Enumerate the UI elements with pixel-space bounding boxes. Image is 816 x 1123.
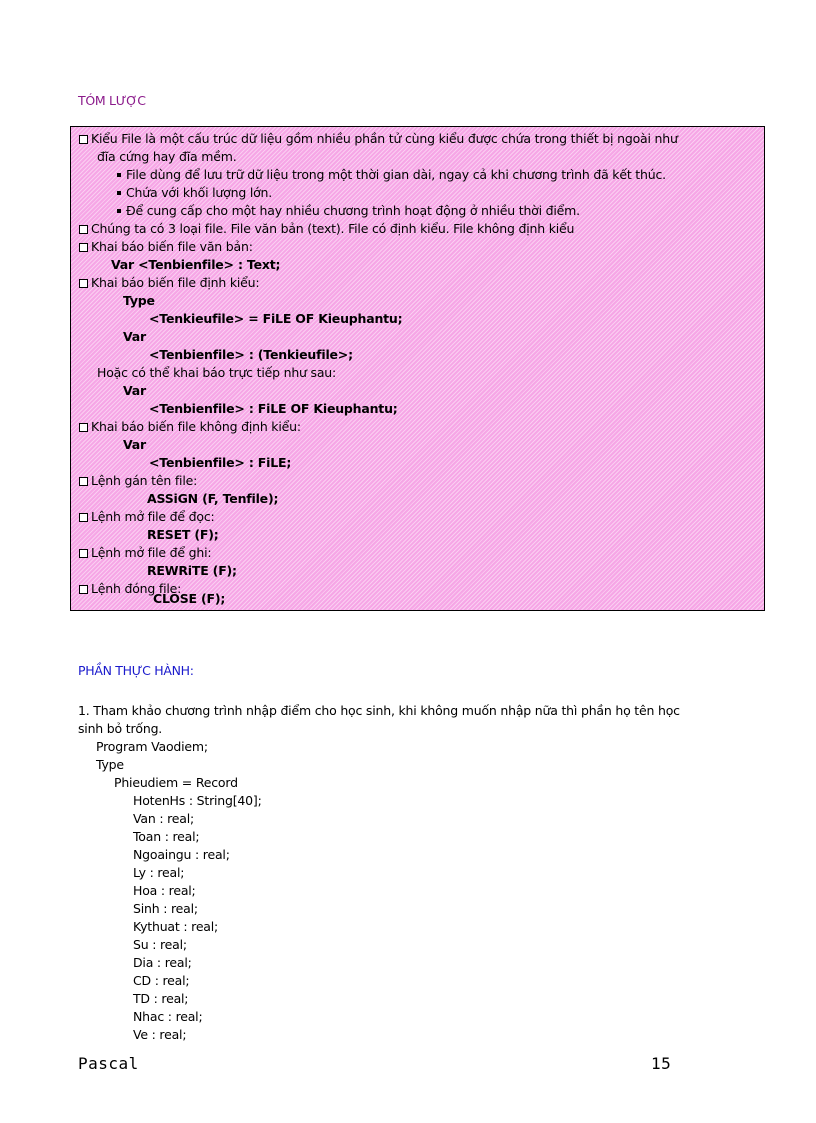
code-line: RESET (F);	[147, 527, 219, 542]
summary-heading: TÓM LƯỢC	[78, 93, 146, 108]
code-line: Kythuat : real;	[133, 919, 219, 934]
practice-heading: PHẦN THỰC HÀNH:	[78, 663, 194, 678]
code-line: ASSiGN (F, Tenfile);	[147, 491, 279, 506]
code-line: <Tenbienfile> : FiLE OF Kieuphantu;	[149, 401, 398, 416]
code-line: <Tenbienfile> : (Tenkieufile>;	[149, 347, 353, 362]
code-line: Ly : real;	[133, 865, 185, 880]
code-line: Hoa : real;	[133, 883, 196, 898]
code-line: Var	[123, 329, 146, 344]
code-line: CD : real;	[133, 973, 190, 988]
summary-line: Khai báo biến file định kiểu:	[79, 274, 259, 292]
summary-line: Lệnh mở file để ghi:	[79, 544, 211, 562]
code-line: Su : real;	[133, 937, 187, 952]
checkbox-icon	[79, 135, 88, 144]
code-line: Var	[123, 437, 146, 452]
checkbox-icon	[79, 549, 88, 558]
summary-bullet: File dùng để lưu trữ dữ liệu trong một thời gian dài, ngay cả khi chương trình đã kết thúc.	[117, 166, 666, 184]
square-bullet-icon	[117, 173, 121, 177]
code-line: <Tenbienfile> : FiLE;	[149, 455, 292, 470]
summary-line: Khai báo biến file văn bản:	[79, 238, 253, 256]
practice-line: sinh bỏ trống.	[78, 721, 163, 736]
code-line: Toan : real;	[133, 829, 200, 844]
checkbox-icon	[79, 225, 88, 234]
square-bullet-icon	[117, 191, 121, 195]
checkbox-icon	[79, 585, 88, 594]
code-line: Var	[123, 383, 146, 398]
code-line: CLOSE (F);	[153, 591, 226, 606]
code-line: Type	[96, 757, 124, 772]
summary-bullet: Chứa với khối lượng lớn.	[117, 184, 272, 202]
code-line: <Tenkieufile> = FiLE OF Kieuphantu;	[149, 311, 403, 326]
checkbox-icon	[79, 243, 88, 252]
code-line: REWRiTE (F);	[147, 563, 237, 578]
summary-line: Hoặc có thể khai báo trực tiếp như sau:	[97, 365, 337, 380]
summary-line: Kiểu File là một cấu trúc dữ liệu gồm nhiều phần tử cùng kiểu được chứa trong thiết bị ngoài như	[79, 130, 678, 148]
checkbox-icon	[79, 423, 88, 432]
code-line: Ngoaingu : real;	[133, 847, 230, 862]
page-number: 15	[651, 1054, 672, 1073]
summary-line: đĩa cứng hay đĩa mềm.	[97, 149, 237, 164]
summary-line: Lệnh gán tên file:	[79, 472, 197, 490]
code-line: HotenHs : String[40];	[133, 793, 262, 808]
checkbox-icon	[79, 477, 88, 486]
code-line: Type	[123, 293, 155, 308]
code-line: Ve : real;	[133, 1027, 187, 1042]
code-line: Phieudiem = Record	[114, 775, 238, 790]
summary-line: Lệnh mở file để đọc:	[79, 508, 215, 526]
code-line: Program Vaodiem;	[96, 739, 208, 754]
code-line: TD : real;	[133, 991, 189, 1006]
summary-line: Chúng ta có 3 loại file. File văn bản (text). File có định kiểu. File không định kiểu	[79, 220, 574, 238]
practice-line: 1. Tham khảo chương trình nhập điểm cho học sinh, khi không muốn nhập nữa thì phần họ tên học	[78, 703, 680, 718]
summary-line: Khai báo biến file không định kiểu:	[79, 418, 301, 436]
footer-title: Pascal	[78, 1054, 139, 1073]
summary-bullet: Để cung cấp cho một hay nhiều chương trình hoạt động ở nhiều thời điểm.	[117, 202, 580, 220]
code-line: Van : real;	[133, 811, 195, 826]
code-line: Sinh : real;	[133, 901, 198, 916]
checkbox-icon	[79, 513, 88, 522]
code-line: Var <Tenbienfile> : Text;	[111, 257, 281, 272]
code-line: Dia : real;	[133, 955, 192, 970]
summary-line: Lệnh đóng file:	[79, 580, 181, 598]
code-line: Nhac : real;	[133, 1009, 203, 1024]
square-bullet-icon	[117, 209, 121, 213]
checkbox-icon	[79, 279, 88, 288]
summary-box	[70, 126, 765, 611]
